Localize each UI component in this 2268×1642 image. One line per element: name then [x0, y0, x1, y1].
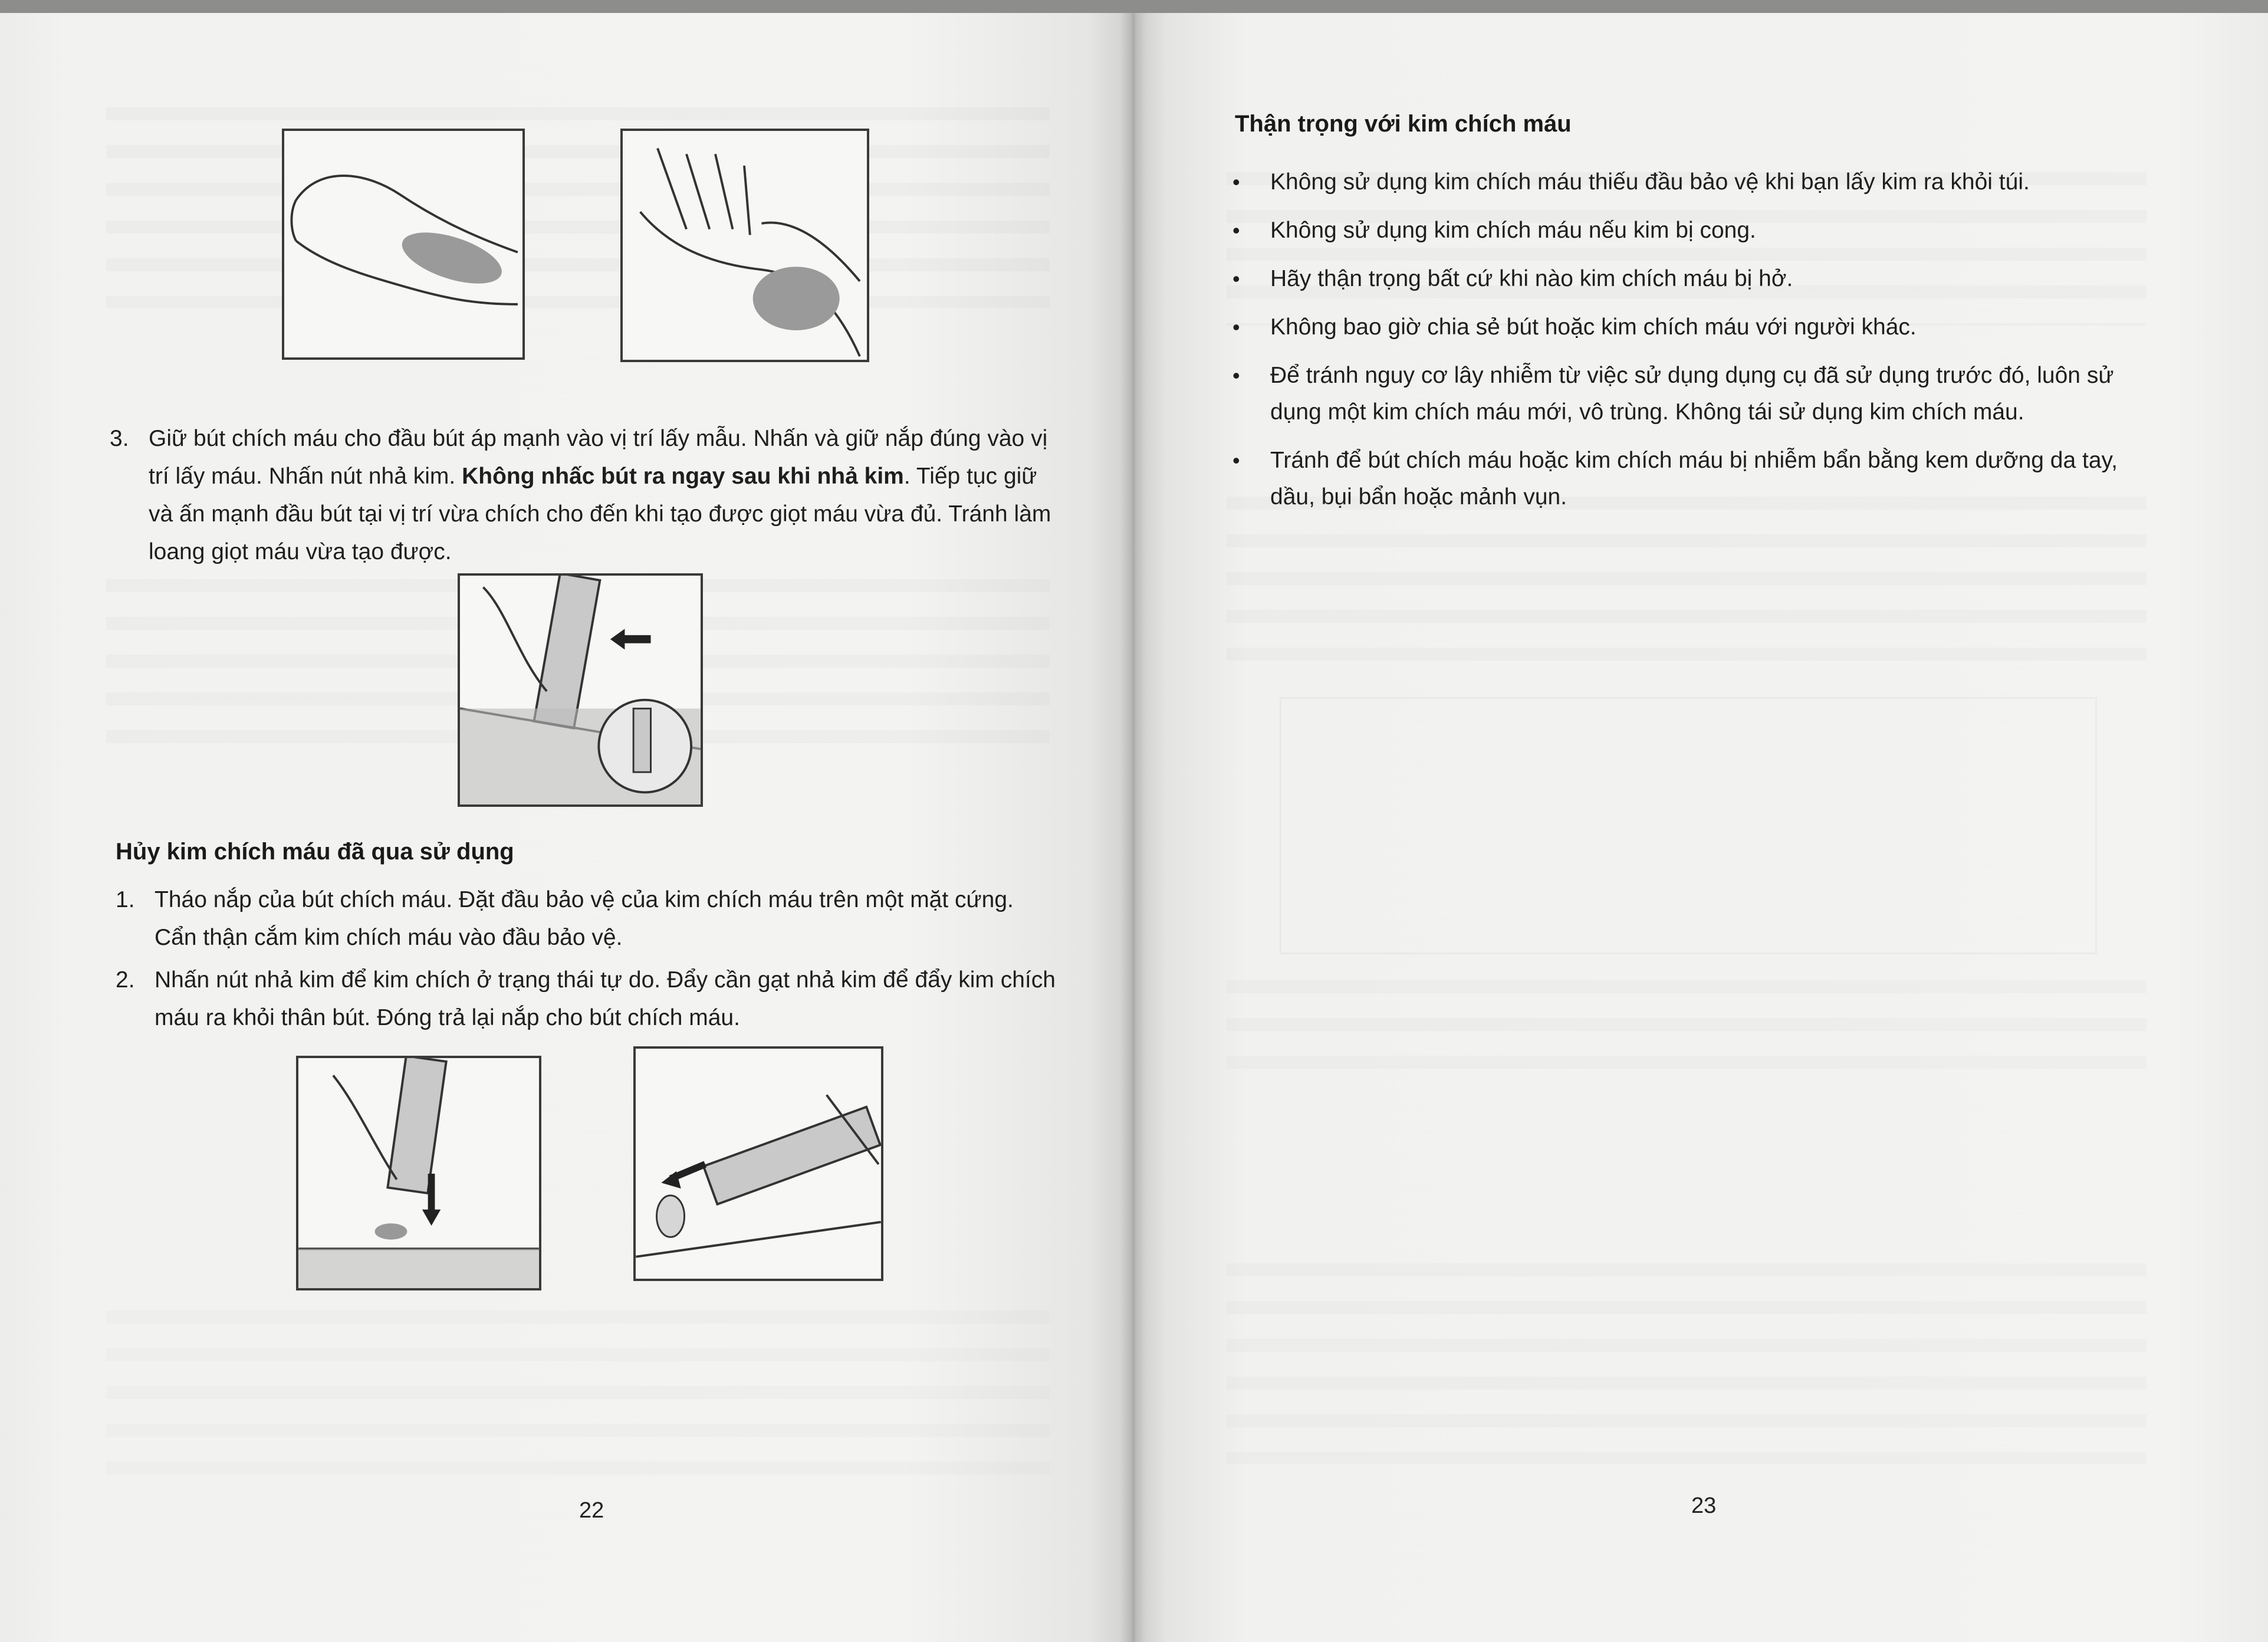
step-text: Tháo nắp của bút chích máu. Đặt đầu bảo vệ của kim chích máu trên một mặt cứng. Cẩn thận cắm kim chích máu vào đầu bảo vệ.	[155, 887, 1014, 950]
forearm-illustration	[282, 129, 525, 360]
bullet-glyph: •	[1232, 267, 1240, 291]
lancet-eject-illustration	[633, 1046, 883, 1281]
book-gutter	[1120, 13, 1146, 1642]
show-through-text	[106, 107, 1050, 308]
right-page	[1132, 13, 2268, 1642]
bullet-glyph: •	[1232, 363, 1240, 387]
palm-illustration	[620, 129, 869, 362]
page-number: 23	[1691, 1493, 1717, 1518]
bullet-glyph: •	[1232, 315, 1240, 339]
left-page	[0, 13, 1132, 1642]
show-through-text	[1227, 980, 2147, 1086]
caution-item: • Không sử dụng kim chích máu nếu kim bị cong.	[1227, 212, 2147, 249]
disposal-step-1	[116, 881, 1059, 957]
step-text: Nhấn nút nhả kim để kim chích ở trạng thái tự do. Đẩy cần gạt nhả kim để đẩy kim chích máu ra khỏi thân bút. Đóng trả lại nắp cho bút chích máu.	[155, 967, 1056, 1030]
bullet-glyph: •	[1232, 448, 1240, 472]
show-through-text	[1227, 1263, 2147, 1464]
lancet-insert-illustration	[296, 1056, 541, 1290]
caution-item: • Tránh để bút chích máu hoặc kim chích máu bị nhiễm bẩn bằng kem dưỡng da tay, dầu, bụi bẩn hoặc mảnh vụn.	[1227, 442, 2147, 515]
page-number: 22	[579, 1498, 604, 1523]
disposal-heading: Hủy kim chích máu đã qua sử dụng	[116, 839, 514, 865]
bullet-glyph: •	[1232, 170, 1240, 194]
caution-item: • Không bao giờ chia sẻ bút hoặc kim chích máu với người khác.	[1227, 309, 2147, 346]
caution-item: • Không sử dụng kim chích máu thiếu đầu bảo vệ khi bạn lấy kim ra khỏi túi.	[1227, 164, 2147, 201]
caution-item: • Hãy thận trọng bất cứ khi nào kim chích máu bị hở.	[1227, 261, 2147, 297]
step-number: 2.	[116, 967, 135, 993]
lancing-device-illustration	[458, 573, 703, 807]
caution-list	[1227, 164, 2147, 527]
show-through-figures	[1280, 697, 2097, 954]
warning-text: Không nhấc bút ra ngay sau khi nhả kim	[462, 464, 904, 489]
bullet-glyph: •	[1232, 218, 1240, 242]
step-text: Giữ bút chích máu cho đầu bút áp mạnh vào vị trí lấy mẫu. Nhấn và giữ nắp đúng vào vị trí lấy máu. Nhấn nút nhả kim. Không nhấc bút ra ngay sau khi nhả kim. Tiếp tục giữ và ấn mạnh đầu bút tại vị trí vừa chích cho đến khi tạo được giọt máu vừa đủ. Tránh làm loang giọt máu vừa tạo được.	[149, 426, 1051, 564]
instruction-step-3	[110, 420, 1053, 571]
show-through-text	[106, 1311, 1050, 1487]
caution-item: • Để tránh nguy cơ lây nhiễm từ việc sử dụng dụng cụ đã sử dụng trước đó, luôn sử dụng một kim chích máu mới, vô trùng. Không tái sử dụng kim chích máu.	[1227, 357, 2147, 431]
caution-heading: Thận trọng với kim chích máu	[1235, 111, 1572, 137]
step-number: 3.	[110, 426, 129, 451]
disposal-step-2	[116, 961, 1059, 1037]
step-number: 1.	[116, 887, 135, 912]
